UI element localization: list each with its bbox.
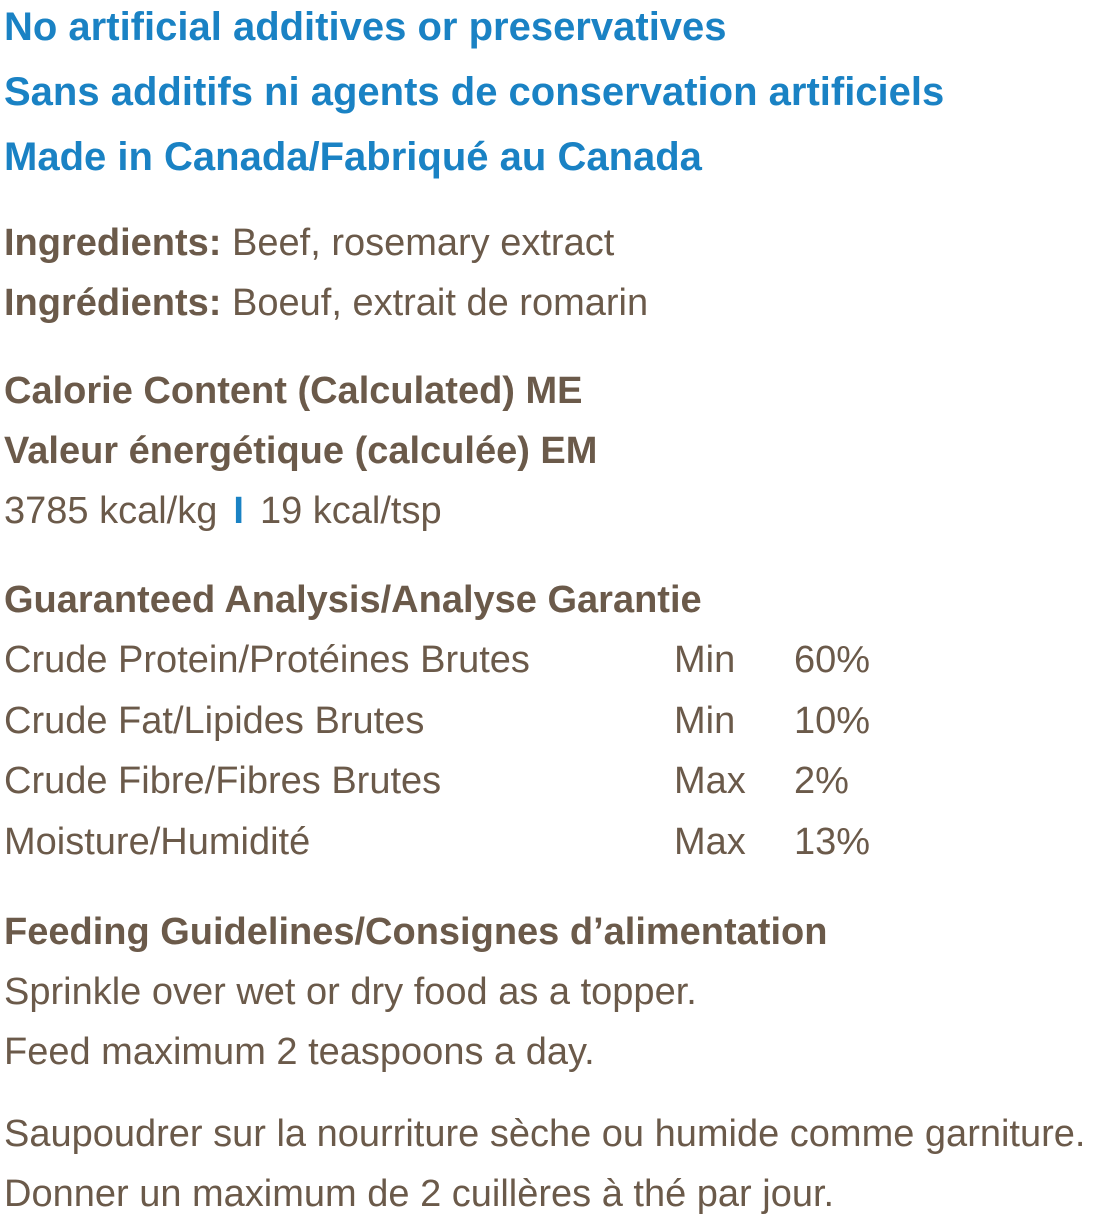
analysis-bound: Max <box>674 760 746 802</box>
heading-no-additives-en: No artificial additives or preservatives <box>4 5 727 49</box>
calorie-per-kg: 3785 kcal/kg <box>4 490 218 532</box>
analysis-bound: Min <box>674 699 736 742</box>
calorie-per-tsp: 19 kcal/tsp <box>259 490 442 532</box>
heading-no-additives-fr: Sans additifs ni agents de conservation artificiels <box>4 70 945 114</box>
analysis-bound: Max <box>674 820 746 863</box>
feeding-fr-line-2: Donner un maximum de 2 cuillères à thé par jour. <box>4 1173 835 1215</box>
analysis-bound: Min <box>674 639 736 681</box>
ingredients-en-value: Beef, rosemary extract <box>221 222 615 264</box>
feeding-en-line-2: Feed maximum 2 teaspoons a day. <box>4 1031 595 1073</box>
ingredients-en <box>4 213 1094 273</box>
analysis-value: 13% <box>794 820 871 863</box>
analysis-title: Guaranteed Analysis/Analyse Garantie <box>4 579 702 621</box>
feeding-en-line-1: Sprinkle over wet or dry food as a topper. <box>4 971 697 1013</box>
analysis-row <box>4 812 1094 873</box>
product-label <box>4 0 1094 1224</box>
feeding-fr-line-1: Saupoudrer sur la nourriture sèche ou humide comme garniture. <box>4 1113 1086 1155</box>
analysis-value: 60% <box>794 639 871 681</box>
heading-made-in-canada: Made in Canada/Fabriqué au Canada <box>4 135 702 179</box>
calorie-title-fr: Valeur énergétique (calculée) EM <box>4 430 598 472</box>
ingredients-en-label: Ingredients: <box>4 222 222 264</box>
analysis-label: Moisture/Humidité <box>4 820 311 863</box>
analysis-value: 10% <box>794 699 871 742</box>
ingredients-fr-value: Boeuf, extrait de romarin <box>221 282 649 324</box>
analysis-label: Crude Fibre/Fibres Brutes <box>4 760 442 802</box>
analysis-value: 2% <box>794 760 849 802</box>
analysis-row <box>4 751 1094 812</box>
ingredients-fr <box>4 273 1094 333</box>
analysis-table <box>4 630 1094 872</box>
analysis-label: Crude Fat/Lipides Brutes <box>4 699 425 742</box>
analysis-row <box>4 630 1094 691</box>
analysis-row <box>4 691 1094 752</box>
analysis-label: Crude Protein/Protéines Brutes <box>4 639 530 681</box>
calorie-values <box>4 481 1094 541</box>
feeding-title: Feeding Guidelines/Consignes d’alimentation <box>4 911 828 953</box>
ingredients-fr-label: Ingrédients: <box>4 282 222 324</box>
calorie-separator: I <box>233 490 244 532</box>
calorie-title-en: Calorie Content (Calculated) ME <box>4 370 583 412</box>
